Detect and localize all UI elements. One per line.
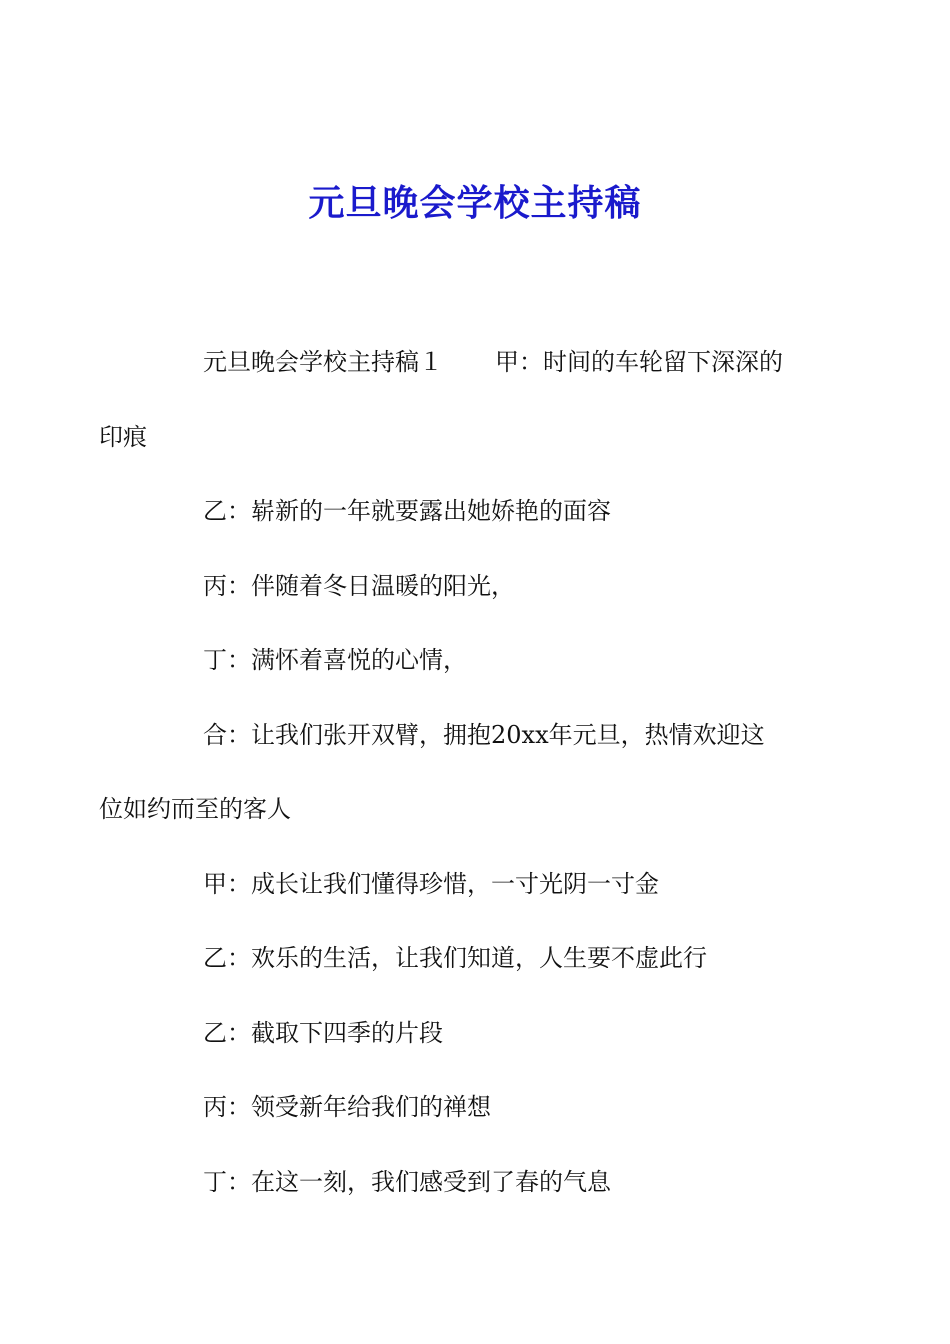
paragraph-8: 乙：截取下四季的片段: [203, 1018, 443, 1047]
paragraph-2: 乙：崭新的一年就要露出她娇艳的面容: [203, 497, 611, 525]
paragraph-1-continuation: 印痕: [99, 422, 147, 451]
document-body: [99, 325, 811, 1219]
paragraph-7: 乙：欢乐的生活，让我们知道，人生要不虚此行: [203, 944, 707, 972]
paragraph-5-line: 合：让我们张开双臂，拥抱20xx年元旦，热情欢迎这: [203, 720, 765, 749]
document-title: 元旦晚会学校主持稿: [308, 182, 642, 224]
paragraph-5: [99, 698, 811, 847]
paragraph-6: 甲：成长让我们懂得珍惜，一寸光阴一寸金: [203, 869, 659, 898]
paragraph-4: 丁：满怀着喜悦的心情，: [203, 646, 467, 674]
paragraph-9: 丙：领受新年给我们的禅想: [203, 1093, 491, 1121]
paragraph-10: 丁：在这一刻，我们感受到了春的气息: [203, 1167, 611, 1196]
paragraph-3: 丙：伴随着冬日温暖的阳光，: [203, 571, 515, 600]
paragraph-1-line: 甲：时间的车轮留下深深的: [495, 348, 783, 376]
paragraph-1: [99, 325, 811, 474]
paragraph-5-continuation: 位如约而至的客人: [99, 795, 291, 823]
paragraph-1-heading: 元旦晚会学校主持稿１: [203, 348, 443, 376]
